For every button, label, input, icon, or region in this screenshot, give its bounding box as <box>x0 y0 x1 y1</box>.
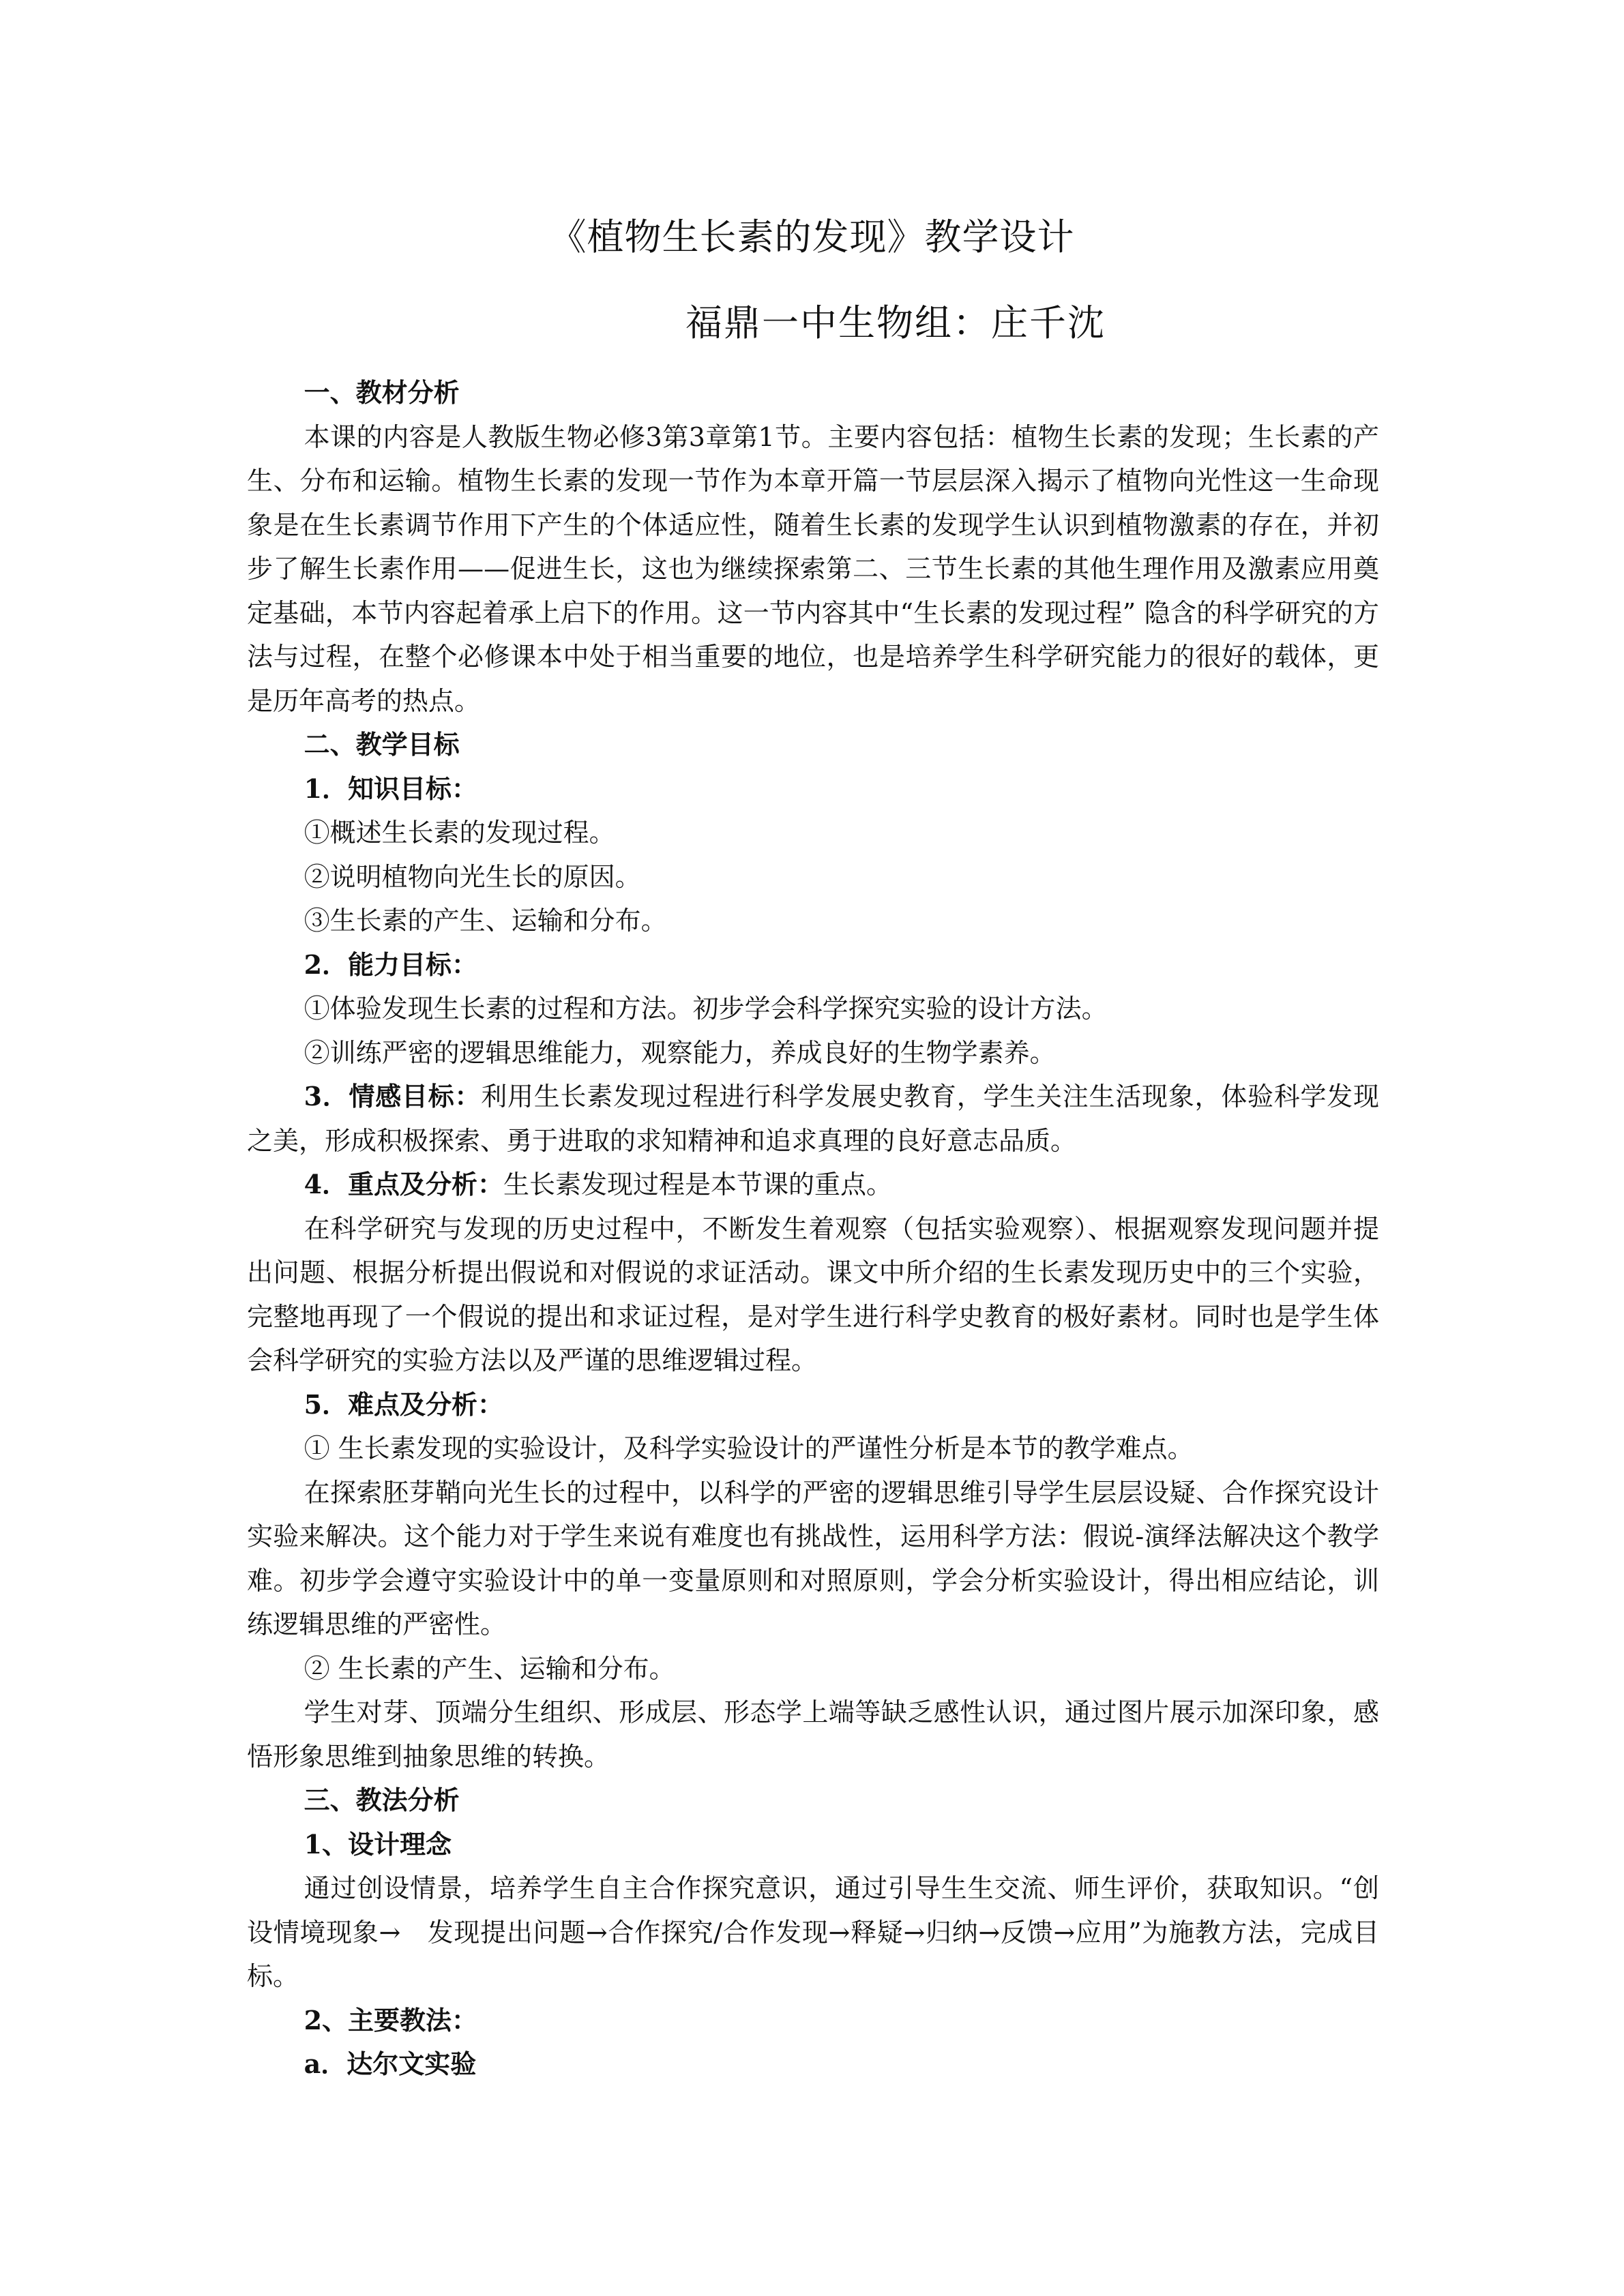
list-item-knowledge-3: ③生长素的产生、运输和分布。 <box>304 906 667 936</box>
document-title: 《植物生长素的发现》教学设计 <box>549 215 1075 258</box>
text-key-points: 生长素发现过程是本节课的重点。 <box>503 1169 893 1199</box>
subheading-knowledge-goals: 1．知识目标： <box>304 773 478 804</box>
document-author: 福鼎一中生物组：庄千沈 <box>685 301 1106 344</box>
paragraph-textbook-analysis: 本课的内容是人教版生物必修3第3章第1节。主要内容包括：植物生长素的发现；生长素的产生、分布和运输。植物生长素的发现一节作为本章开篇一节层层深入揭示了植物向光性这一生命现象是在生长素调节作用下产生的个体适应性，随着生长素的发现学生认识到植物激素的存在，并初步了解生长素作用——促进生长，这也为继续探索第二、三节生长素的其他生理作用及激素应用奠定基础，本节内容起着承上启下的作用。这一节内容其中“生长素的发现过程” 隐含的科学研究的方法与过程，在整个必修课本中处于相当重要的地位，也是培养学生科学研究能力的很好的载体，更是历年高考的热点。 <box>247 421 1379 716</box>
section-heading-teaching-goals: 二、教学目标 <box>304 729 460 760</box>
list-item-ability-1: ①体验发现生长素的过程和方法。初步学会科学探究实验的设计方法。 <box>304 994 1108 1024</box>
list-item-difficulty-1: ① 生长素发现的实验设计，及科学实验设计的严谨性分析是本节的教学难点。 <box>304 1433 1194 1463</box>
section-heading-textbook-analysis: 一、教材分析 <box>304 377 460 408</box>
document-body <box>247 371 1379 2087</box>
subheading-darwin-experiment: a．达尔文实验 <box>304 2048 477 2079</box>
text-emotion-goals: 利用生长素发现过程进行科学发展史教育，学生关注生活现象，体验科学发现之美，形成积极探索、勇于进取的求知精神和追求真理的良好意志品质。 <box>247 1082 1379 1156</box>
paragraph-design-concept: 通过创设情景，培养学生自主合作探究意识，通过引导生生交流、师生评价，获取知识。“创设情境现象→ 发现提出问题→合作探究/合作发现→释疑→归纳→反馈→应用”为施教方法，完成目标。 <box>247 1873 1379 1991</box>
paragraph-difficulty-2-analysis: 学生对芽、顶端分生组织、形成层、形态学上端等缺乏感性认识，通过图片展示加深印象，感悟形象思维到抽象思维的转换。 <box>247 1697 1379 1772</box>
section-heading-teaching-methods: 三、教法分析 <box>304 1785 460 1815</box>
subheading-ability-goals: 2．能力目标： <box>304 949 478 980</box>
paragraph-emotion-goals <box>247 1075 1379 1163</box>
paragraph-key-analysis: 在科学研究与发现的历史过程中，不断发生着观察（包括实验观察）、根据观察发现问题并提出问题、根据分析提出假说和对假说的求证活动。课文中所介绍的生长素发现历史中的三个实验，完整地再现了一个假说的提出和求证过程，是对学生进行科学史教育的极好素材。同时也是学生体会科学研究的实验方法以及严谨的思维逻辑过程。 <box>247 1213 1379 1375</box>
paragraph-key-points <box>247 1163 1379 1207</box>
list-item-difficulty-2: ② 生长素的产生、运输和分布。 <box>304 1653 675 1684</box>
list-item-knowledge-2: ②说明植物向光生长的原因。 <box>304 861 641 892</box>
label-emotion-goals: 3．情感目标： <box>304 1081 482 1112</box>
list-item-ability-2: ②训练严密的逻辑思维能力，观察能力，养成良好的生物学素养。 <box>304 1037 1056 1068</box>
subheading-main-methods: 2、主要教法： <box>304 2004 478 2036</box>
paragraph-difficulty-1-analysis: 在探索胚芽鞘向光生长的过程中，以科学的严密的逻辑思维引导学生层层设疑、合作探究设计实验来解决。这个能力对于学生来说有难度也有挑战性，运用科学方法：假说-演绎法解决这个教学难。初步学会遵守实验设计中的单一变量原则和对照原则，学会分析实验设计，得出相应结论，训练逻辑思维的严密性。 <box>247 1477 1379 1639</box>
label-key-points: 4．重点及分析： <box>304 1169 504 1199</box>
subheading-design-concept: 1、设计理念 <box>304 1828 452 1860</box>
subheading-difficulties: 5．难点及分析： <box>304 1388 504 1420</box>
list-item-knowledge-1: ①概述生长素的发现过程。 <box>304 818 615 848</box>
